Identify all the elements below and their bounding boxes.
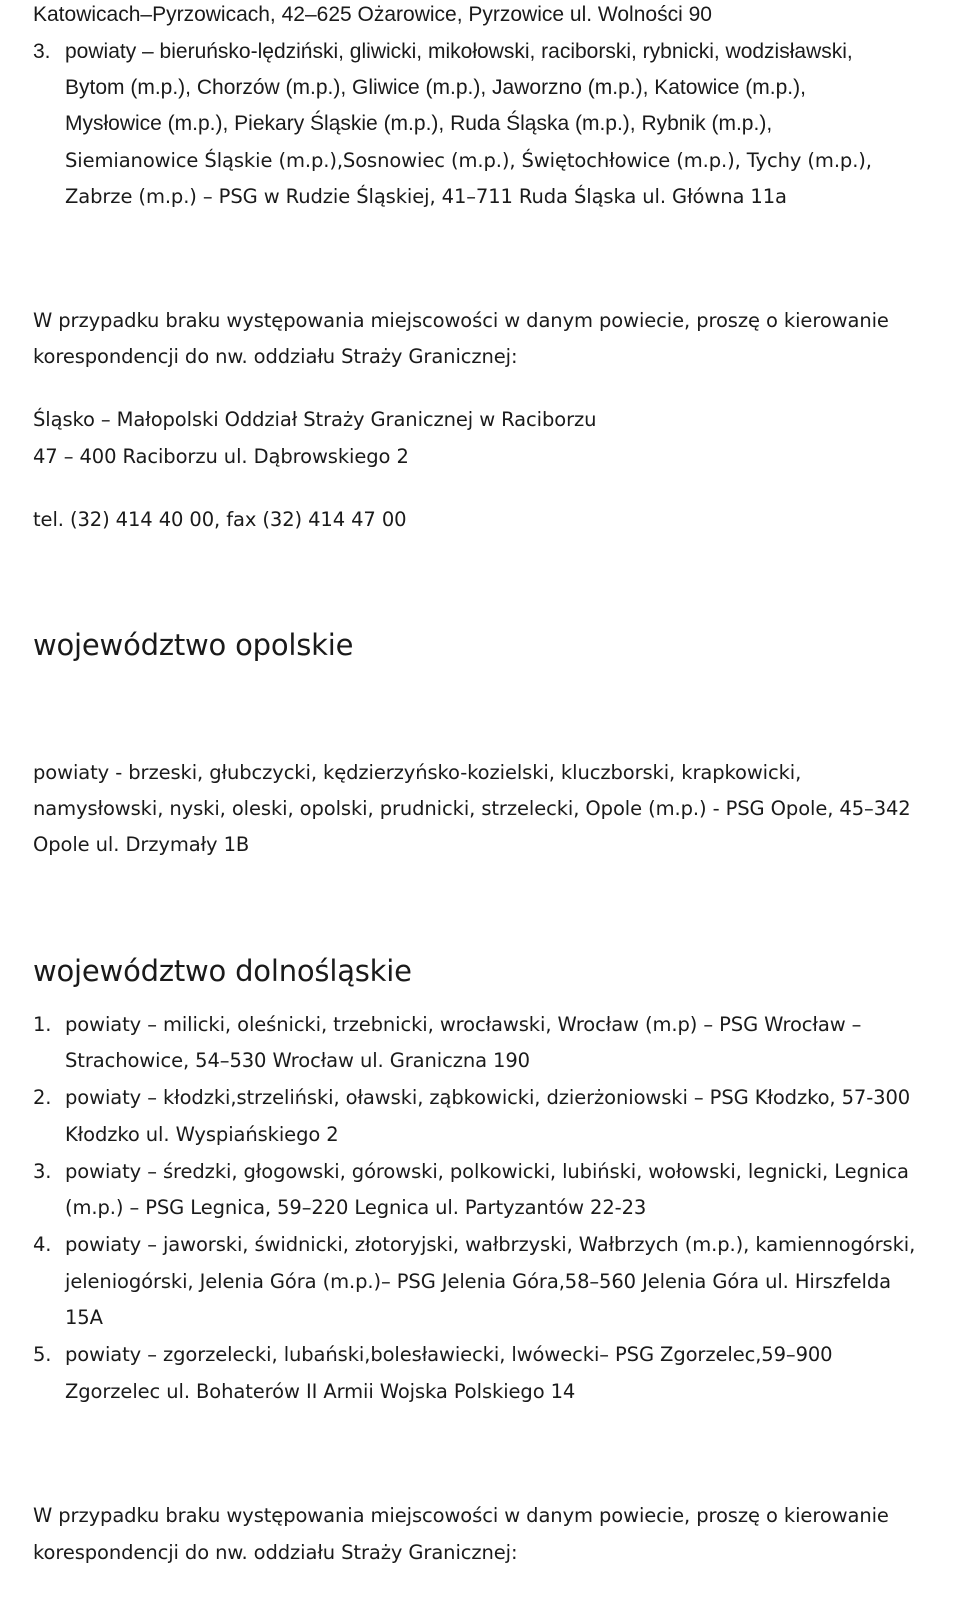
paragraph-line: namysłowski, nyski, oleski, opolski, prudnicki, strzelecki, Opole (m.p.) - PSG Opole, 45–342: [33, 797, 911, 820]
list-item: powiaty – kłodzki,strzeliński, oławski, ząbkowicki, dzierżoniowski – PSG Kłodzko, 57-300: [65, 1086, 911, 1109]
list-item: powiaty – bieruńsko-lędziński, gliwicki, mikołowski, raciborski, rybnicki, wodzisławski,: [65, 40, 853, 63]
note-line: korespondencji do nw. oddziału Straży Granicznej:: [33, 1541, 518, 1564]
paragraph-line: powiaty - brzeski, głubczycki, kędzierzyńsko-kozielski, kluczborski, krapkowicki,: [33, 761, 802, 784]
list-number: 3.: [33, 40, 51, 63]
list-number: 5.: [33, 1343, 52, 1366]
list-number: 2.: [33, 1086, 52, 1109]
list-item-continuation: 15A: [65, 1306, 103, 1329]
address-line: Śląsko – Małopolski Oddział Straży Granicznej w Raciborzu: [33, 408, 597, 431]
note-line: korespondencji do nw. oddziału Straży Granicznej:: [33, 345, 518, 368]
list-item-continuation: Kłodzko ul. Wyspiańskiego 2: [65, 1123, 339, 1146]
list-item: powiaty – milicki, oleśnicki, trzebnicki, wrocławski, Wrocław (m.p) – PSG Wrocław –: [65, 1013, 862, 1036]
list-item: powiaty – zgorzelecki, lubański,bolesławiecki, lwówecki– PSG Zgorzelec,59–900: [65, 1343, 833, 1366]
list-item-continuation: Strachowice, 54–530 Wrocław ul. Graniczna 190: [65, 1049, 530, 1072]
list-item-continuation: jeleniogórski, Jelenia Góra (m.p.)– PSG Jelenia Góra,58–560 Jelenia Góra ul. Hirszfelda: [65, 1270, 891, 1293]
list-number: 4.: [33, 1233, 52, 1256]
list-item-continuation: Katowicach–Pyrzowicach, 42–625 Ożarowice, Pyrzowice ul. Wolności 90: [33, 3, 712, 26]
paragraph-line: Opole ul. Drzymały 1B: [33, 833, 250, 856]
note-line: W przypadku braku występowania miejscowości w danym powiecie, proszę o kierowanie: [33, 1504, 889, 1527]
list-item-continuation: Bytom (m.p.), Chorzów (m.p.), Gliwice (m.p.), Jaworzno (m.p.), Katowice (m.p.),: [65, 76, 806, 99]
list-item: powiaty – średzki, głogowski, górowski, polkowicki, lubiński, wołowski, legnicki, Legnica: [65, 1160, 909, 1183]
phone-fax-line: tel. (32) 414 40 00, fax (32) 414 47 00: [33, 508, 407, 531]
list-item-continuation: Zgorzelec ul. Bohaterów II Armii Wojska Polskiego 14: [65, 1380, 576, 1403]
list-item-continuation: (m.p.) – PSG Legnica, 59–220 Legnica ul. Partyzantów 22-23: [65, 1196, 647, 1219]
address-line: 47 – 400 Raciborzu ul. Dąbrowskiego 2: [33, 445, 409, 468]
note-line: W przypadku braku występowania miejscowości w danym powiecie, proszę o kierowanie: [33, 309, 889, 332]
list-item-continuation: Siemianowice Śląskie (m.p.),Sosnowiec (m.p.), Świętochłowice (m.p.), Tychy (m.p.),: [65, 149, 872, 172]
list-number: 3.: [33, 1160, 52, 1183]
list-item: powiaty – jaworski, świdnicki, złotoryjski, wałbrzyski, Wałbrzych (m.p.), kamiennogórski,: [65, 1233, 916, 1256]
list-item-continuation: Mysłowice (m.p.), Piekary Śląskie (m.p.), Ruda Śląska (m.p.), Rybnik (m.p.),: [65, 112, 773, 135]
list-number: 1.: [33, 1013, 52, 1036]
section-heading-opolskie: województwo opolskie: [33, 628, 354, 662]
section-heading-dolnoslaskie: województwo dolnośląskie: [33, 954, 412, 988]
list-item-continuation: Zabrze (m.p.) – PSG w Rudzie Śląskiej, 41–711 Ruda Śląska ul. Główna 11a: [65, 185, 787, 208]
